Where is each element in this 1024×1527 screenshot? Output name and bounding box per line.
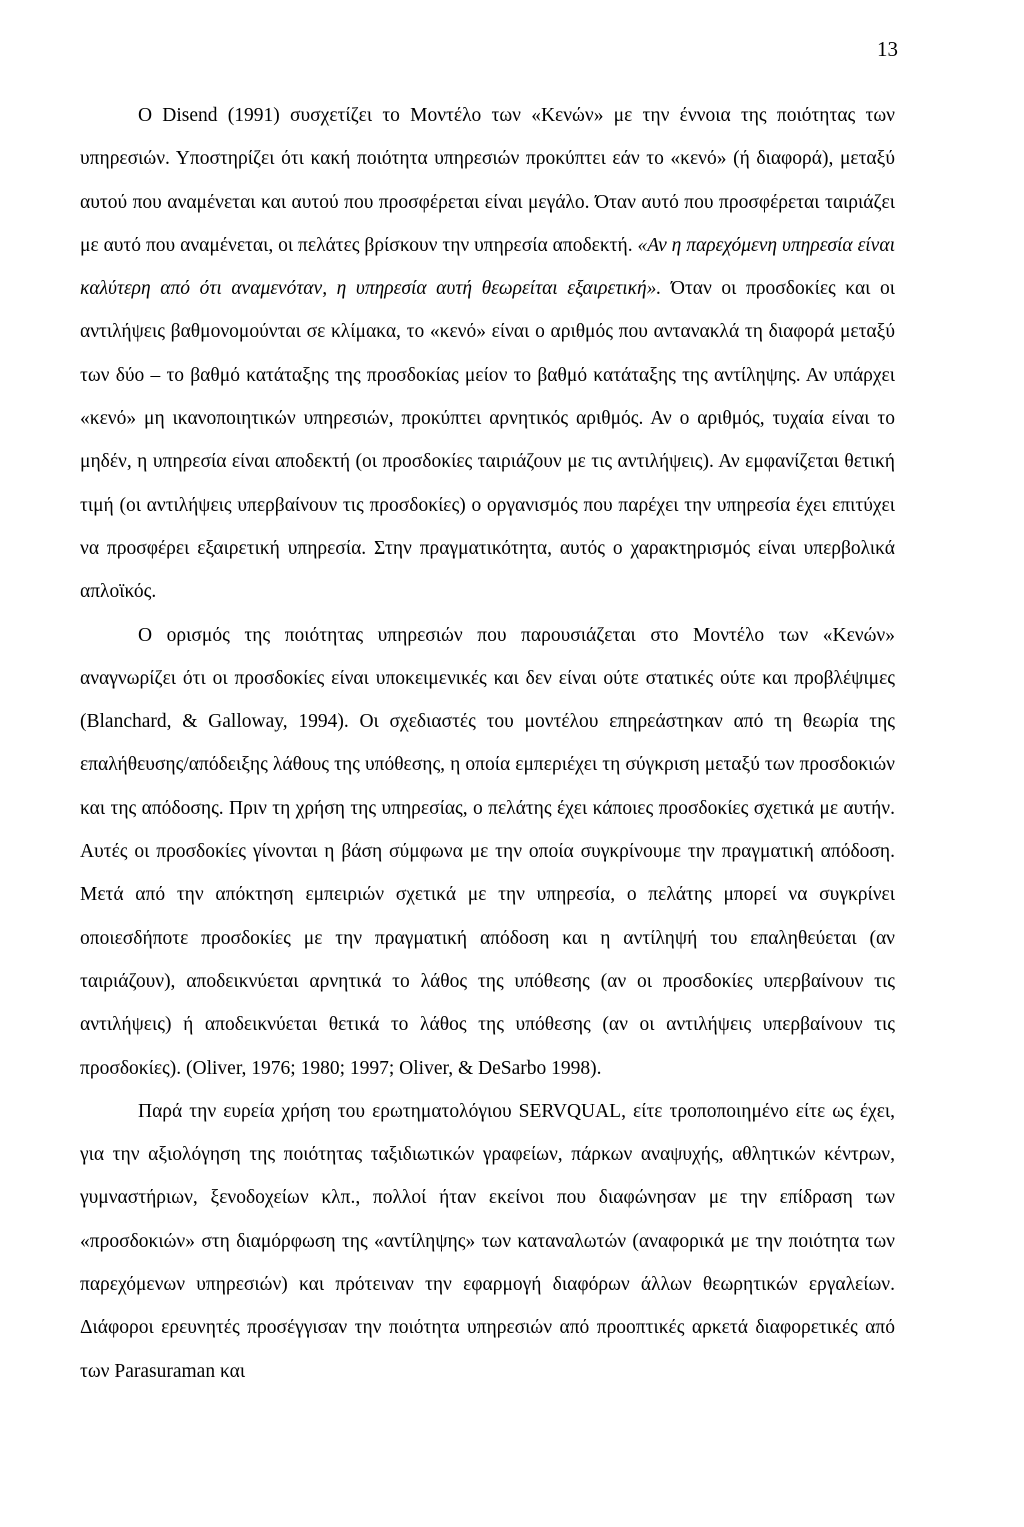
paragraph-2-text: Ο ορισμός της ποιότητας υπηρεσιών που παρουσιάζεται στο Μοντέλο των «Κενών» αναγνωρίζει ότι οι προσδοκίες είναι υποκειμενικές και δεν είναι ούτε στατικές ούτε και προβλέψιμες (Blanchard, & Galloway, 1994). Οι σχεδιαστές του μοντέλου επηρεάστηκαν από τη θεωρία της επαλήθευσης/απόδειξης λάθους της υπόθεσης, η οποία εμπεριέχει τη σύγκριση μεταξύ των προσδοκιών και της απόδοσης. Πριν τη χρήση της υπηρεσίας, ο πελάτης έχει κάποιες προσδοκίες σχετικά με αυτήν. Αυτές οι προσδοκίες γίνονται η βάση σύμφωνα με την οποία συγκρίνουμε την πραγματική απόδοση. Μετά από την απόκτηση εμπειριών σχετικά με την υπηρεσία, ο πελάτης μπορεί να συγκρίνει οποιεσδήποτε προσδοκίες με την πραγματική απόδοση και η αντίληψή του επαληθεύεται (αν ταιριάζουν), αποδεικνύεται αρνητικά το λάθος της υπόθεσης (αν οι προσδοκίες υπερβαίνουν τις αντιλήψεις) ή αποδεικνύεται θετικά το λάθος της υπόθεσης (αν οι αντιλήψεις υπερβαίνουν τις προσδοκίες). (Oliver, 1976; 1980; 1997; Oliver, & DeSarbo 1998). (80, 624, 895, 1079)
paragraph-2 (80, 614, 895, 1090)
paragraph-1-text-b: Όταν οι προσδοκίες και οι αντιλήψεις βαθμονομούνται σε κλίμακα, το «κενό» είναι ο αριθμός που αντανακλά τη διαφορά μεταξύ των δύο – το βαθμό κατάταξης της προσδοκίας μείον το βαθμό κατάταξης της αντίληψης. Αν υπάρχει «κενό» μη ικανοποιητικών υπηρεσιών, προκύπτει αρνητικός αριθμός. Αν ο αριθμός, τυχαία είναι το μηδέν, η υπηρεσία είναι αποδεκτή (οι προσδοκίες ταιριάζουν με τις αντιλήψεις). Αν εμφανίζεται θετική τιμή (οι αντιλήψεις υπερβαίνουν τις προσδοκίες) ο οργανισμός που παρέχει την υπηρεσία έχει επιτύχει να προσφέρει εξαιρετική υπηρεσία. Στην πραγματικότητα, αυτός ο χαρακτηρισμός είναι υπερβολικά απλοϊκός. (80, 278, 895, 603)
paragraph-1-quote: «Αν η παρεχόμενη υπηρεσία είναι καλύτερη από ότι αναμενόταν, η υπηρεσία αυτή θεωρείται εξαιρετική». (80, 234, 895, 300)
paragraph-3 (80, 1090, 895, 1393)
paragraph-1-text-a: Ο Disend (1991) συσχετίζει το Μοντέλο των «Κενών» με την έννοια της ποιότητας των υπηρεσιών. Υποστηρίζει ότι κακή ποιότητα υπηρεσιών προκύπτει εάν το «κενό» (ή διαφορά), μεταξύ αυτού που αναμένεται και αυτού που προσφέρεται είναι μεγάλο. Όταν αυτό που προσφέρεται ταιριάζει με αυτό που αναμένεται, οι πελάτες βρίσκουν την υπηρεσία αποδεκτή. (80, 105, 895, 256)
document-body (80, 94, 895, 1393)
page-number: 13 (877, 37, 898, 61)
paragraph-1 (80, 94, 895, 614)
paragraph-3-text: Παρά την ευρεία χρήση του ερωτηματολόγιου SERVQUAL, είτε τροποποιημένο είτε ως έχει, για την αξιολόγηση της ποιότητας ταξιδιωτικών γραφείων, πάρκων αναψυχής, αθλητικών κέντρων, γυμναστήριων, ξενοδοχείων κλπ., πολλοί ήταν εκείνοι που διαφώνησαν με την επίδραση των «προσδοκιών» στη διαμόρφωση της «αντίληψης» των καταναλωτών (αναφορικά με την ποιότητα των παρεχόμενων υπηρεσιών) και πρότειναν την εφαρμογή διαφόρων άλλων θεωρητικών εργαλείων. Διάφοροι ερευνητές προσέγγισαν την ποιότητα υπηρεσιών από προοπτικές αρκετά διαφορετικές από των Parasuraman και (80, 1100, 895, 1382)
